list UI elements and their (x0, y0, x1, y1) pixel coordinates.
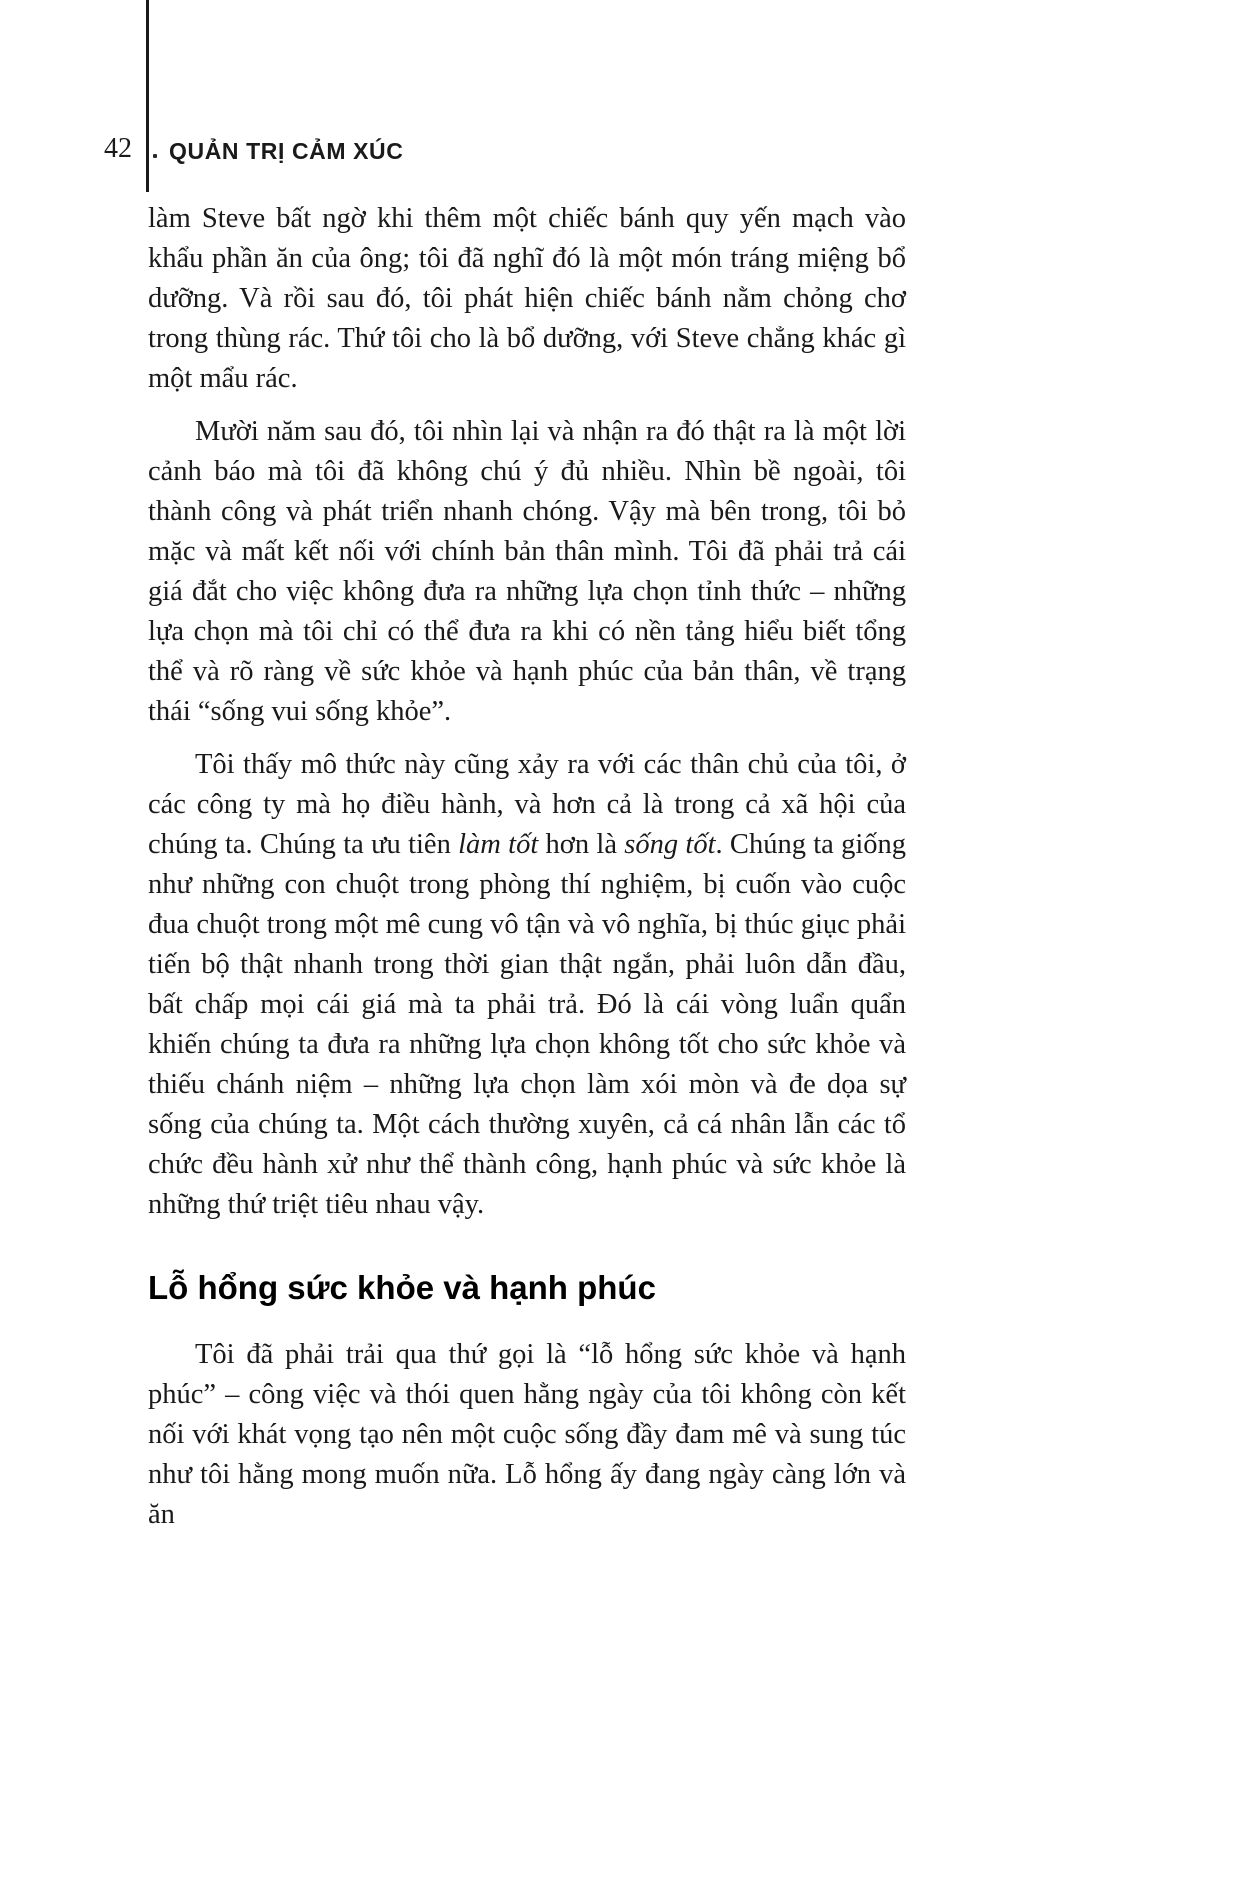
section-heading: Lỗ hổng sức khỏe và hạnh phúc (148, 1269, 656, 1306)
header-separator-dot (153, 154, 157, 158)
text-run: làm Steve bất ngờ khi thêm một chiếc bánh quy yến mạch vào khẩu phần ăn của ông; tôi đã nghĩ đó là một món tráng miệng bổ dưỡng. Và rồi sau đó, tôi phát hiện chiếc bánh nằm chỏng chơ trong thùng rác. Thứ tôi cho là bổ dưỡng, với Steve chẳng khác gì một mẩu rác. (148, 203, 906, 394)
text-run: . Chúng ta giống như những con chuột trong phòng thí nghiệm, bị cuốn vào cuộc đua chuột trong một mê cung vô tận và vô nghĩa, bị thúc giục phải tiến bộ thật nhanh trong thời gian thật ngắn, phải luôn dẫn đầu, bất chấp mọi cái giá mà ta phải trả. Đó là cái vòng luẩn quẩn khiến chúng ta đưa ra những lựa chọn không tốt cho sức khỏe và thiếu chánh niệm – những lựa chọn làm xói mòn và đe dọa sự sống của chúng ta. Một cách thường xuyên, cả cá nhân lẫn các tổ chức đều hành xử như thể thành công, hạnh phúc và sức khỏe là những thứ triệt tiêu nhau vậy. (148, 829, 907, 1220)
text-run: Tôi đã phải trải qua thứ gọi là “lỗ hổng sức khỏe và hạnh phúc” – công việc và thói quen hằng ngày của tôi không còn kết nối với khát vọng tạo nên một cuộc sống đầy đam mê và sung túc như tôi hằng mong muốn nữa. Lỗ hổng ấy đang ngày càng lớn và ăn (148, 1339, 906, 1530)
body-paragraph-3 (148, 745, 906, 1225)
text-run: Mười năm sau đó, tôi nhìn lại và nhận ra đó thật ra là một lời cảnh báo mà tôi đã không chú ý đủ nhiều. Nhìn bề ngoài, tôi thành công và phát triển nhanh chóng. Vậy mà bên trong, tôi bỏ mặc và mất kết nối với chính bản thân mình. Tôi đã phải trả cái giá đắt cho việc không đưa ra những lựa chọn tỉnh thức – những lựa chọn mà tôi chỉ có thể đưa ra khi có nền tảng hiểu biết tổng thể và rõ ràng về sức khỏe và hạnh phúc của bản thân, về trạng thái “sống vui sống khỏe”. (148, 416, 906, 727)
body-paragraph-2 (148, 412, 906, 732)
page-header (0, 134, 1245, 174)
page-number: 42 (104, 133, 132, 164)
emphasized-text: sống tốt (624, 829, 716, 860)
body-text (148, 199, 906, 1548)
text-run: Tôi thấy mô thức này cũng xảy ra với các thân chủ của tôi, ở các công ty mà họ điều hành, và hơn cả là trong cả xã hội của chúng ta. Chúng ta ưu tiên (148, 749, 906, 860)
emphasized-text: làm tốt (458, 829, 539, 860)
body-paragraph-4 (148, 1335, 906, 1535)
text-run: hơn là (538, 829, 625, 860)
running-title: QUẢN TRỊ CẢM XÚC (169, 138, 404, 164)
body-paragraph-1 (148, 199, 906, 399)
